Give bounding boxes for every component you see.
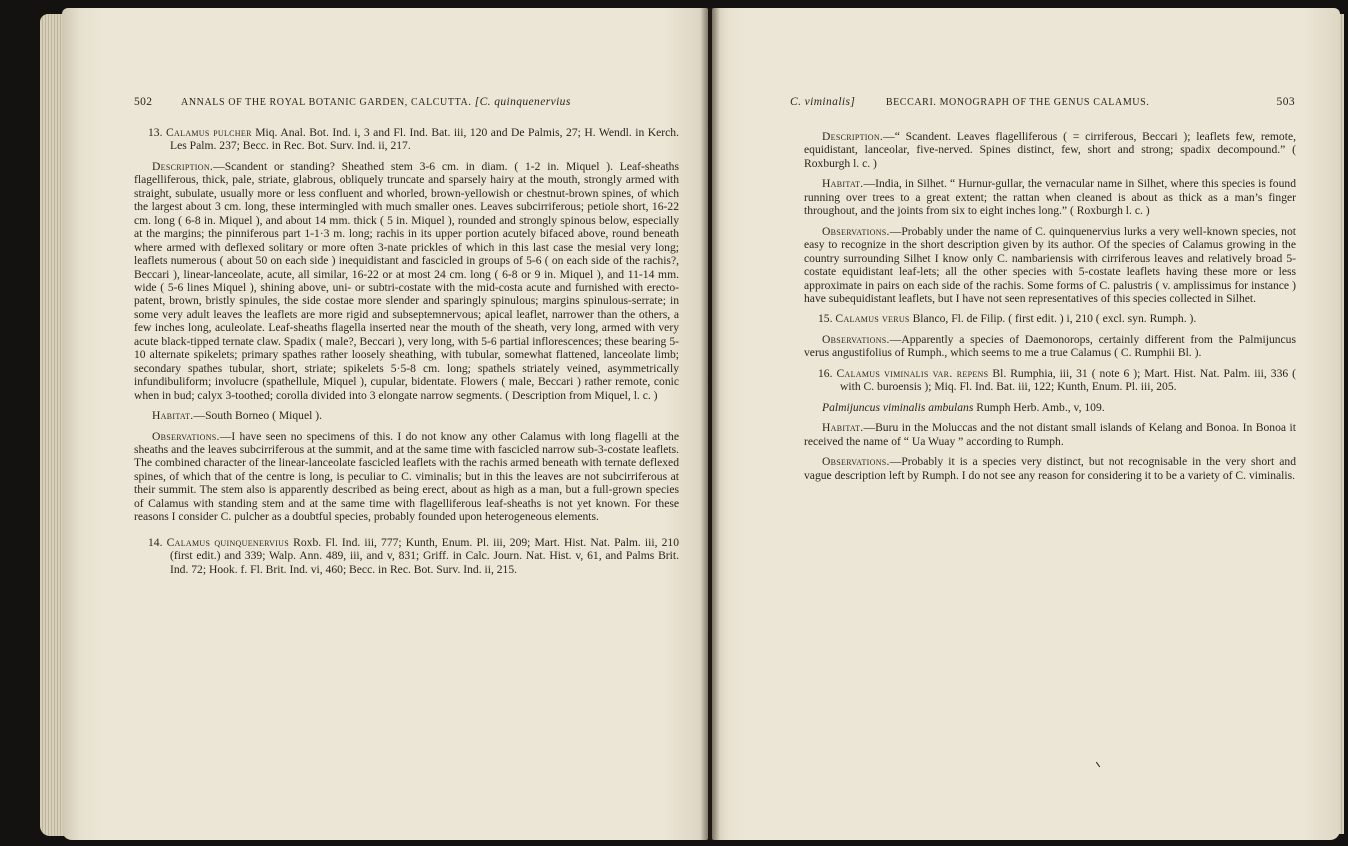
right-running-title: BECCARI. MONOGRAPH OF THE GENUS CALAMUS. bbox=[885, 97, 1150, 108]
right-running-species: C. viminalis] bbox=[790, 96, 856, 108]
observations-paragraph-2: Observations.—Apparently a species of Daemonorops, certainly different from the Palmijuncus verus angustifolius of Rumph., which seems to me a true Calamus ( C. Rumphii Bl. ). bbox=[804, 332, 1296, 360]
left-page-body bbox=[134, 126, 679, 583]
entry-14: 14. Calamus quinquenervius Roxb. Fl. Ind. iii, 777; Kunth, Enum. Pl. iii, 209; Mart. Hist. Nat. Palm. iii, 210 (first edit.) and 339; Walp. Ann. 489, iii, and v, 831; Griff. in Calc. Journ. Nat. Hist. v, 61, and Palms Brit. Ind. 72; Hook. f. Fl. Brit. Ind. vi, 460; Becc. in Rec. Bot. Surv. Ind. ii, 215. bbox=[148, 535, 679, 576]
right-page-body bbox=[804, 130, 1296, 489]
observations-paragraph-3: Observations.—Probably it is a species very distinct, but not recognisable in the very short and vague description left by Rumph. I do not see any reason for considering it to be a variety of C. viminalis. bbox=[804, 455, 1296, 482]
palmijuncus-line: Palmijuncus viminalis ambulans Rumph Herb. Amb., v, 109. bbox=[822, 400, 1105, 414]
description-paragraph: Description.—“ Scandent. Leaves flagelliferous ( = cirriferous, Beccari ); leaflets few, remote, equidistant, lanceolar, five-nerved. Spines distinct, few, short and strong; spadix decompound.” ( Roxburgh l. c. ) bbox=[804, 130, 1296, 170]
left-page-number: 502 bbox=[134, 96, 153, 108]
right-page bbox=[712, 8, 1340, 840]
book-spine bbox=[700, 8, 720, 840]
description-paragraph: Description.—Scandent or standing? Sheathed stem 3-6 cm. in diam. ( 1-2 in. Miquel ). Leaf-sheaths flagelliferous, thick, pale, striate, glabrous, obliquely truncate and sparsely hairy at the mouth, strongly armed with straight, subulate, usually more or less confluent and whorled, brown-yellowish or chestnut-brown spines, of which the largest about 3 cm. long, these intermingled with much smaller ones. Leaves subcirriferous; petiole short, 16-22 cm. long ( 6-8 in. Miquel ), and about 14 mm. thick ( 5 in. Miquel ), rounded and strongly spinous below, especially at the margins; the pinniferous part 1-1·3 m. long; rachis in its upper portion acutely bifaced above, round beneath where armed with deflexed solitary or more often 3-nate prickles of which in this last case the mesial very long; leaflets numerous ( about 50 on each side ) inequidistant and fascicled in groups of 5-6 ( on each side of the rachis?, Beccari ), linear-lanceolate, acute, all similar, 16-22 or at most 24 cm. long ( 6-8 or 9 in. Miquel ), and 11-14 mm. wide ( 5-6 lines Miquel ), shining above, uni- or subtri-costate with the mid-costa acute and furnished with erecto-patent, brown, bristly spinules, the side costae more slender and sparingly spinulous; margins spinulous-serrate; in some very adult leaves the leaflets are more rigid and subseptemnervous; apical leaflet, narrower than the others, a few inches long, aculeolate. Leaf-sheaths flagella inserted near the mouth of the sheath, very long, armed with very acute black-tipped ternate claw. Spadix ( male?, Beccari ), very long, with 5-6 partial inflorescences; these bearing 5-10 alternate spikelets; primary spathes rather loosely sheathing, with tubular, somewhat flattened, lanceolate limb; secondary spathes tubular, short, striate; spikelets 5·5-8 cm. long; spathels striately veined, asymmetrically infundibuliform; involucre (spathellule, Miquel ), cupular, bidentate. Flowers ( male, Beccari ) rather remote, conic when in bud; calyx 3-toothed; corolla divided into 3 elongate narrow segments. ( Description from Miquel, l. c. ) bbox=[134, 159, 679, 402]
left-running-title: ANNALS OF THE ROYAL BOTANIC GARDEN, CALCUTTA. bbox=[181, 97, 472, 108]
left-running-species: [C. quinquenervius bbox=[474, 96, 571, 108]
page-edges-left bbox=[40, 14, 64, 836]
right-page-number: 503 bbox=[1276, 96, 1295, 108]
habitat-paragraph: Habitat.—South Borneo ( Miquel ). bbox=[152, 409, 322, 423]
observations-paragraph: Observations.—I have seen no specimens of this. I do not know any other Calamus with long flagelli at the sheaths and the leaves subcirriferous at the summit, and at the same time with fascicled narrow sub-3-costate leaflets. The combined character of the linear-lanceolate fascicled leaflets with the rachis armed beneath with ternate deflexed spines, of which that of the centre is long, is peculiar to C. viminalis; but in this the leaves are not subcirriferous at their summit. The stem also is apparently described as being erect, about as high as a man, but a full-grown species of Calamus with standing stem and at the same time with flagelliferous leaf-sheaths is not yet known. For these reasons I consider C. pulcher as a doubtful species, probably founded upon heterogeneous elements. bbox=[134, 429, 679, 524]
observations-paragraph: Observations.—Probably under the name of C. quinquenervius lurks a very well-known species, not easy to recognize in the short description given by its author. Of the species of Calamus growing in the country surrounding Silhet I know only C. nambariensis with cirriferous leaves and relatively broad 5-costate equidistant leaf-lets; all the other species with 5-costate leaflets having these more or less approximate in pairs on each side of the rachis. Some forms of C. palustris ( v. amplissimus for instance ) have subequidistant leaflets, but I have not seen representatives of this species collected in Silhet. bbox=[804, 224, 1296, 305]
left-page bbox=[62, 8, 708, 840]
left-running-head bbox=[134, 96, 571, 108]
habitat-paragraph: Habitat.—India, in Silhet. “ Hurnur-gullar, the vernacular name in Silhet, where this species is found running over trees to a great extent; the rattan when cleaned is about as thick as a man’s finger throughout, and the joints from six to eight inches long.” ( Roxburgh l. c. ) bbox=[804, 177, 1296, 218]
entry-13: 13. Calamus pulcher Miq. Anal. Bot. Ind. i, 3 and Fl. Ind. Bat. iii, 120 and De Palmis, 27; H. Wendl. in Kerch. Les Palm. 237; Becc. in Rec. Bot. Surv. Ind. ii, 217. bbox=[148, 126, 680, 153]
entry-16: 16. Calamus viminalis var. repens Bl. Rumphia, iii, 31 ( note 6 ); Mart. Hist. Nat. Palm. iii, 336 ( with C. buroensis ); Miq. Fl. Ind. Bat. iii, 122; Kunth, Enum. Pl. iii, 205. bbox=[818, 366, 1296, 394]
entry-15: 15. Calamus verus Blanco, Fl. de Filip. ( first edit. ) i, 210 ( excl. syn. Rumph. ). bbox=[818, 312, 1197, 326]
habitat-paragraph-2: Habitat.—Buru in the Moluccas and the not distant small islands of Kelang and Bonoa. In Bonoa it received the name of “ Ua Wuay ” according to Rumph. bbox=[804, 421, 1296, 448]
right-running-head bbox=[790, 96, 1295, 108]
